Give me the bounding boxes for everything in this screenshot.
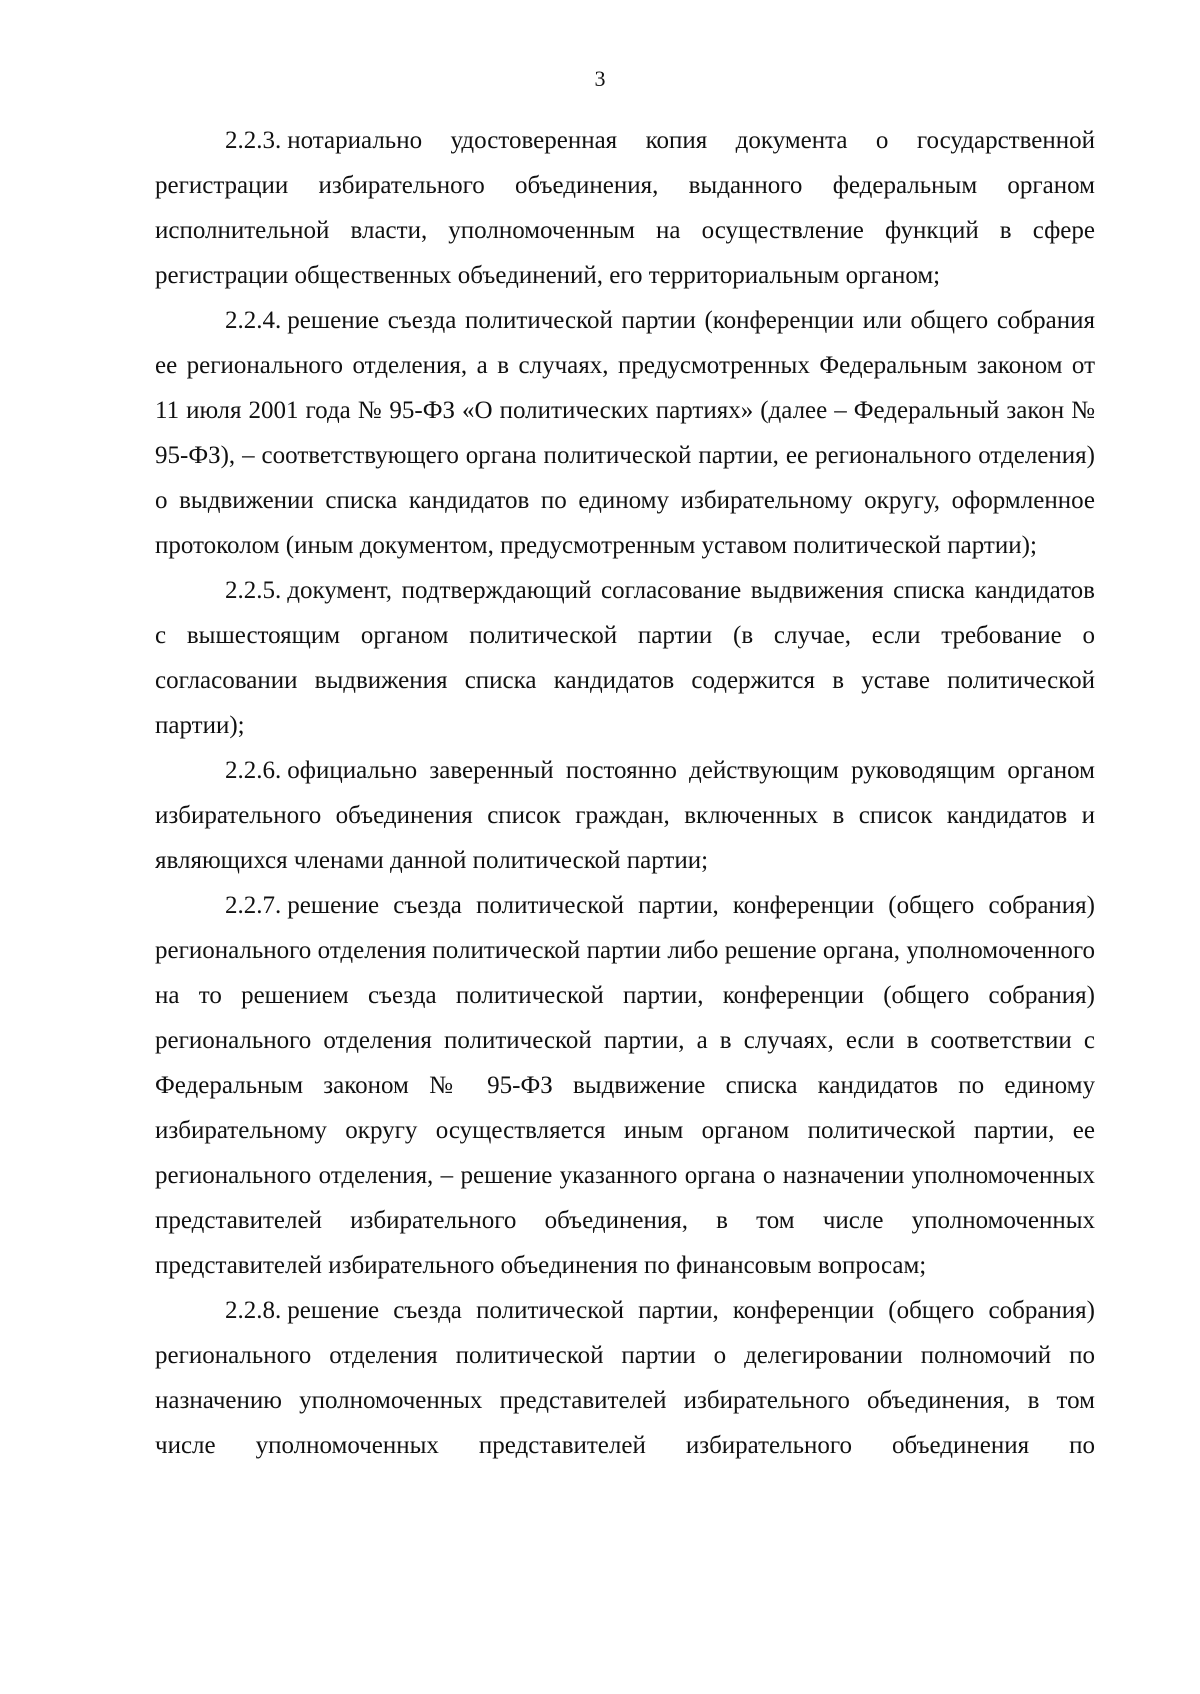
paragraph-2-2-7: [155, 883, 1095, 1288]
paragraph-number: 2.2.7.: [225, 892, 282, 919]
paragraph-2-2-6: [155, 748, 1095, 883]
paragraph-number: 2.2.6.: [225, 757, 282, 784]
document-body: [155, 118, 1095, 1468]
paragraph-text: решение съезда политической партии, конференции (общего собрания) регионального отделения политической партии либо решение органа, уполномоченного на то решением съезда политической партии, конференции (общего собрания) регионального отделения политической партии, а в случаях, если в соответствии с Федеральным законом № 95-ФЗ выдвижение списка кандидатов по единому избирательному округу осуществляется иным органом политической партии, ее регионального отделения, – решение указанного органа о назначении уполномоченных представителей избирательного объединения, в том числе уполномоченных представителей избирательного объединения по финансовым вопросам;: [155, 892, 1095, 1279]
paragraph-number: 2.2.8.: [225, 1297, 282, 1324]
paragraph-2-2-3: [155, 118, 1095, 298]
paragraph-text: нотариально удостоверенная копия документа о государственной регистрации избирательного объединения, выданного федеральным органом исполнительной власти, уполномоченным на осуществление функций в сфере регистрации общественных объединений, его территориальным органом;: [155, 127, 1095, 289]
paragraph-2-2-5: [155, 568, 1095, 748]
paragraph-2-2-4: [155, 298, 1095, 568]
paragraph-2-2-8: [155, 1288, 1095, 1468]
paragraph-number: 2.2.3.: [225, 127, 282, 154]
paragraph-number: 2.2.5.: [225, 577, 282, 604]
paragraph-text: решение съезда политической партии, конференции (общего собрания) регионального отделения политической партии о делегировании полномочий по назначению уполномоченных представителей избирательного объединения, в том числе уполномоченных представителей избирательного объединения по: [155, 1297, 1095, 1459]
page-number: 3: [594, 66, 606, 91]
paragraph-text: документ, подтверждающий согласование выдвижения списка кандидатов с вышестоящим органом политической партии (в случае, если требование о согласовании выдвижения списка кандидатов содержится в уставе политической партии);: [155, 577, 1095, 739]
paragraph-text: решение съезда политической партии (конференции или общего собрания ее регионального отделения, а в случаях, предусмотренных Федеральным законом от 11 июля 2001 года № 95-ФЗ «О политических партиях» (далее – Федеральный закон № 95-ФЗ), – соответствующего органа политической партии, ее регионального отделения) о выдвижении списка кандидатов по единому избирательному округу, оформленное протоколом (иным документом, предусмотренным уставом политической партии);: [155, 307, 1095, 559]
paragraph-text: официально заверенный постоянно действующим руководящим органом избирательного объединения список граждан, включенных в список кандидатов и являющихся членами данной политической партии;: [155, 757, 1095, 874]
paragraph-number: 2.2.4.: [225, 307, 282, 334]
